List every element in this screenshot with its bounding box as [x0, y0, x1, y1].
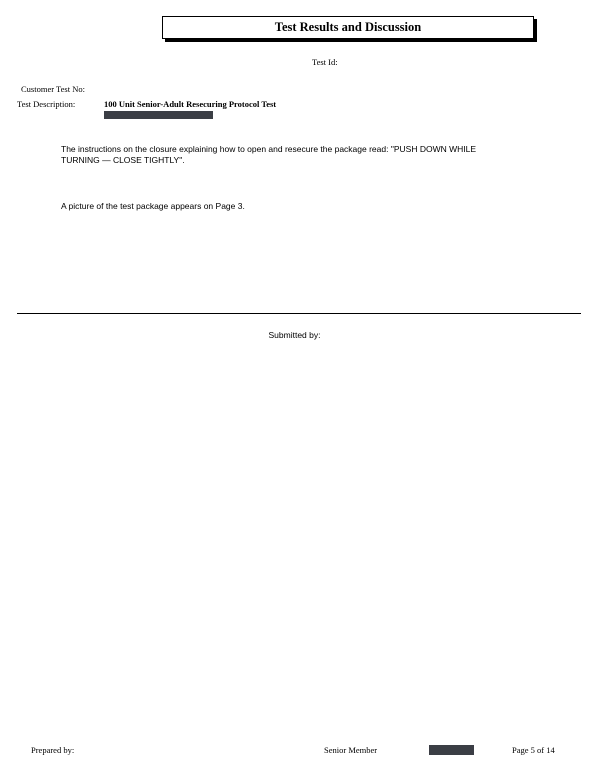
customer-test-no-label: Customer Test No: — [21, 84, 85, 94]
submitted-by-label: Submitted by: — [268, 330, 321, 340]
senior-member-label: Senior Member — [324, 745, 378, 755]
page-title: Test Results and Discussion — [162, 16, 534, 39]
test-package-picture-paragraph: A picture of the test package appears on Page 3. — [61, 201, 245, 211]
test-id-label: Test Id: — [312, 57, 338, 67]
prepared-by-label: Prepared by: — [31, 745, 75, 755]
section-divider — [17, 313, 581, 314]
closure-instructions-paragraph: The instructions on the closure explaining how to open and resecure the package read: "PUSH DOWN WHILE TURNING — CLOSE TIGHTLY". — [61, 144, 477, 165]
page-number: Page 5 of 14 — [512, 745, 555, 755]
test-description-label: Test Description: — [17, 99, 76, 109]
test-description-value: 100 Unit Senior-Adult Resecuring Protocol Test — [104, 99, 277, 109]
redaction-bar — [104, 111, 213, 119]
redaction-bar — [429, 745, 474, 755]
